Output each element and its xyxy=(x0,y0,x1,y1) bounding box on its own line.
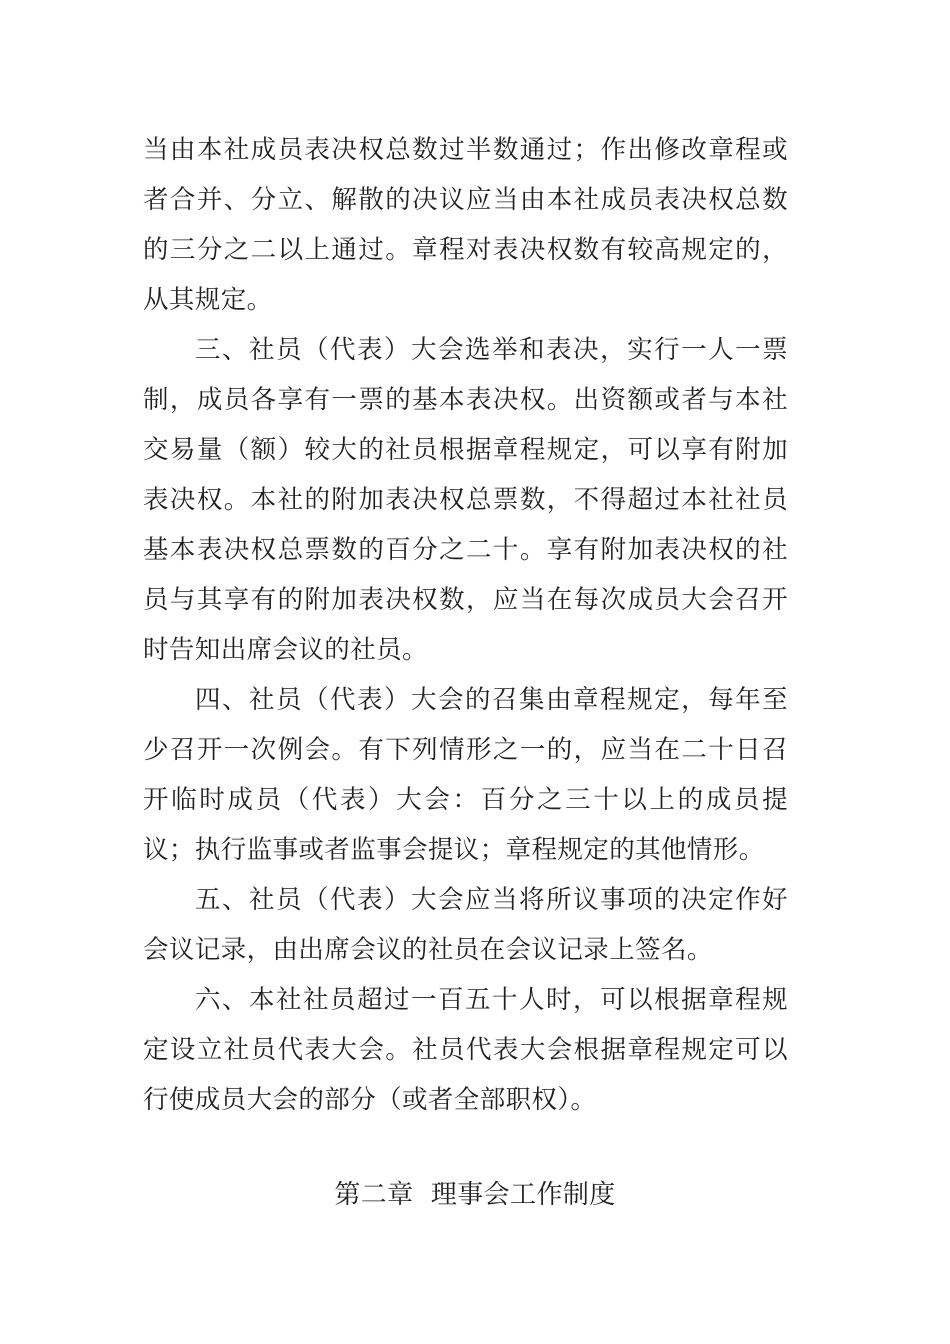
paragraph-continuation: 当由本社成员表决权总数过半数通过；作出修改章程或者合并、分立、解散的决议应当由本社成员表决权总数的三分之二以上通过。章程对表决权数有较高规定的，从其规定。 xyxy=(143,135,788,315)
chapter-heading: 第二章 理事会工作制度 xyxy=(334,1180,616,1210)
document-body xyxy=(143,125,788,1125)
paragraph-meeting-records: 五、社员（代表）大会应当将所议事项的决定作好会议记录，由出席会议的社员在会议记录上签名。 xyxy=(143,885,788,965)
paragraph-representative-assembly: 六、本社社员超过一百五十人时，可以根据章程规定设立社员代表大会。社员代表大会根据章程规定可以行使成员大会的部分（或者全部职权）。 xyxy=(143,985,788,1115)
paragraph-voting-rules: 三、社员（代表）大会选举和表决，实行一人一票制，成员各享有一票的基本表决权。出资额或者与本社交易量（额）较大的社员根据章程规定，可以享有附加表决权。本社的附加表决权总票数，不得超过本社社员基本表决权总票数的百分之二十。享有附加表决权的社员与其享有的附加表决权数，应当在每次成员大会召开时告知出席会议的社员。 xyxy=(143,335,788,665)
paragraph-meeting-convening: 四、社员（代表）大会的召集由章程规定，每年至少召开一次例会。有下列情形之一的，应当在二十日召开临时成员（代表）大会：百分之三十以上的成员提议；执行监事或者监事会提议；章程规定的其他情形。 xyxy=(143,685,788,865)
